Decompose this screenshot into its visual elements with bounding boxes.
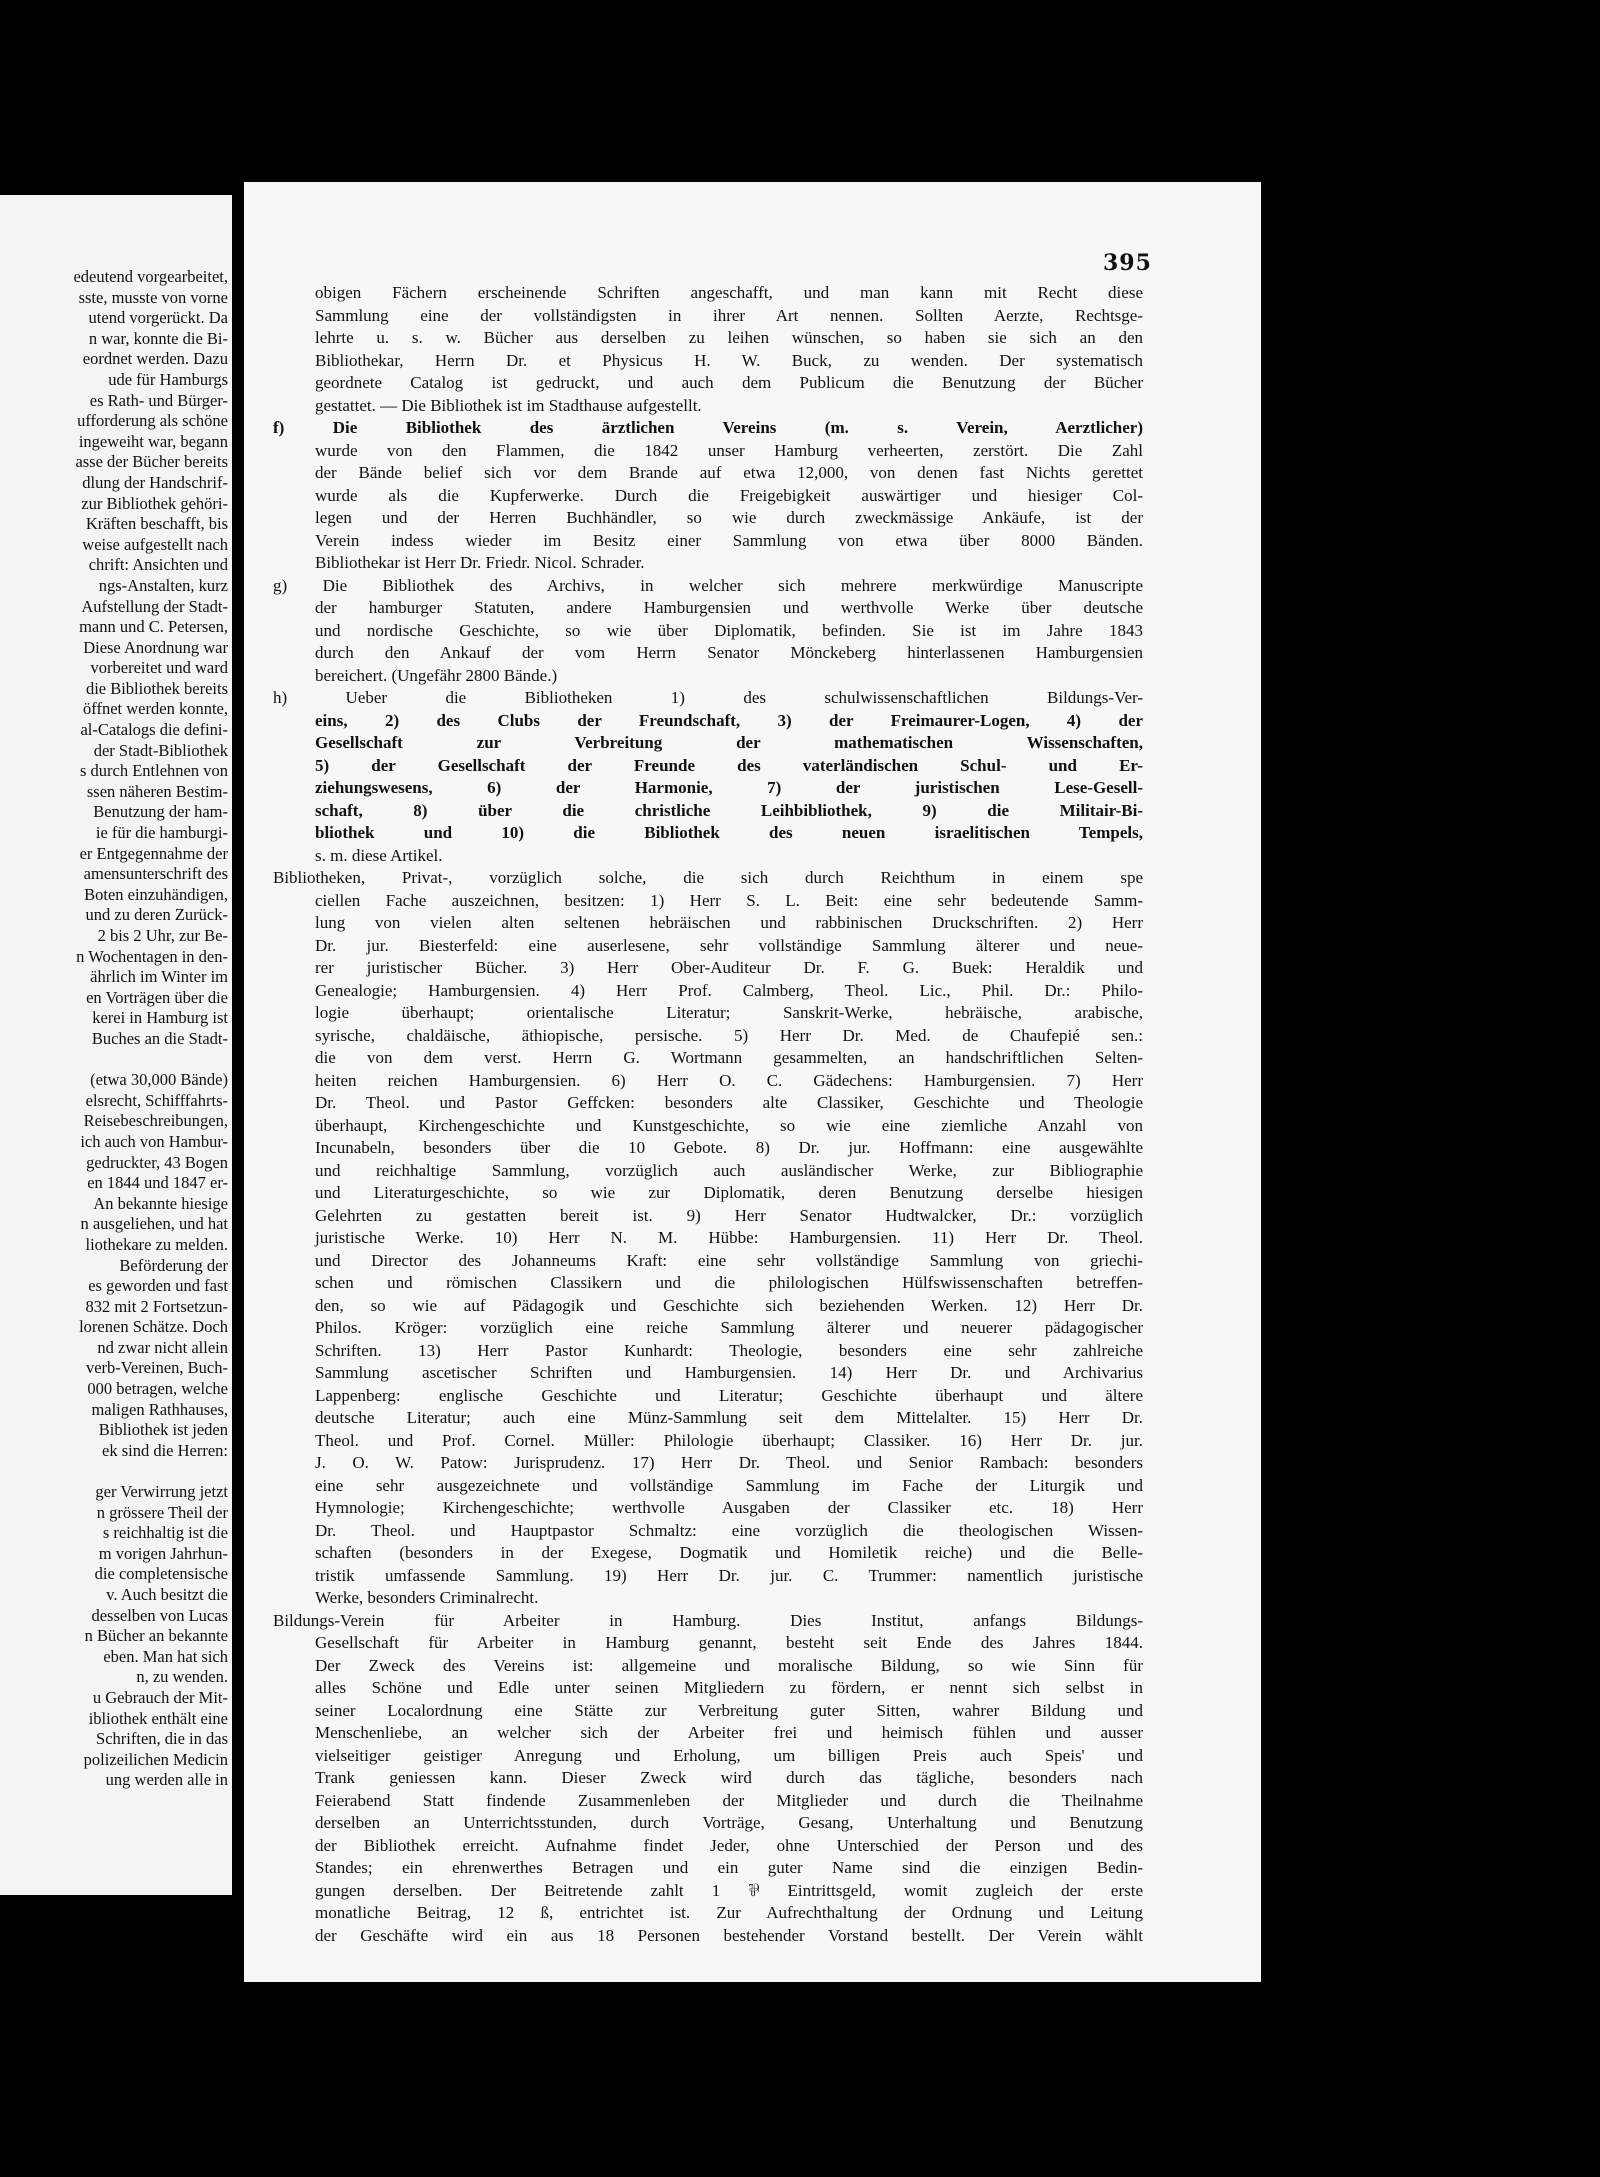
left-page-line: Aufstellung der Stadt- xyxy=(81,596,228,616)
text-line: Philos. Kröger: vorzüglich eine reiche Sammlung älterer und neuerer pädagogischer xyxy=(315,1318,1143,1337)
left-page-line: ung werden alle in xyxy=(105,1770,228,1790)
text-line: lung von vielen alten seltenen hebräischen und rabbinischen Druckschriften. 2) Herr xyxy=(315,913,1143,932)
text-line: Standes; ein ehrenwerthes Betragen und ein guter Name sind die einzigen Bedin- xyxy=(315,1858,1143,1877)
left-page-line: n ausgeliehen, und hat xyxy=(80,1214,228,1234)
text-line: der Bände belief sich vor dem Brande auf etwa 12,000, von denen fast Nichts gerettet xyxy=(315,463,1143,482)
text-line: Hymnologie; Kirchengeschichte; werthvolle Ausgaben der Classiker etc. 18) Herr xyxy=(315,1498,1143,1517)
text-line: eins, 2) des Clubs der Freundschaft, 3) der Freimaurer-Logen, 4) der xyxy=(315,710,1143,730)
text-line: Der Zweck des Vereins ist: allgemeine und moralische Bildung, so wie Sinn für xyxy=(315,1655,1143,1675)
text-line: bereichert. (Ungefähr 2800 Bände.) xyxy=(315,665,558,685)
left-page-line: Beförderung der xyxy=(119,1255,228,1275)
left-page-line: Boten einzuhändigen, xyxy=(84,884,228,904)
left-page-line: asse der Bücher bereits xyxy=(75,452,228,472)
text-line: der hamburger Statuten, andere Hamburgensien und werthvolle Werke über deutsche xyxy=(315,598,1143,617)
text-line: Bibliotheken, Privat-, vorzüglich solche, die sich durch Reichthum in einem spe xyxy=(273,868,1143,887)
left-page-line: Kräften beschafft, bis xyxy=(85,514,228,534)
left-page-line: 2 bis 2 Uhr, zur Be- xyxy=(97,926,228,945)
left-page-line: lorenen Schätze. Doch xyxy=(79,1317,228,1337)
left-page-line: s durch Entlehnen von xyxy=(79,761,228,781)
left-page-line: 832 mit 2 Fortsetzun- xyxy=(85,1296,228,1316)
text-line: monatliche Beitrag, 12 ß, entrichtet ist. Zur Aufrechthaltung der Ordnung und Leitung xyxy=(315,1903,1143,1922)
left-page-line: n, zu wenden. xyxy=(136,1667,228,1687)
left-page-line: n Bücher an bekannte xyxy=(84,1626,228,1646)
text-line: Gesellschaft für Arbeiter in Hamburg genannt, besteht seit Ende des Jahres 1844. xyxy=(315,1633,1143,1652)
text-line: Dr. Theol. und Pastor Geffcken: besonders alte Classiker, Geschichte und Theologie xyxy=(315,1093,1143,1112)
text-line: Bibliothekar ist Herr Dr. Friedr. Nicol. Schrader. xyxy=(315,553,645,572)
text-line: schaften (besonders in der Exegese, Dogmatik und Homiletik reiche) und die Belle- xyxy=(315,1543,1143,1562)
text-line: 5) der Gesellschaft der Freunde des vaterländischen Schul- und Er- xyxy=(315,755,1143,775)
left-page-line: ährlich im Winter im xyxy=(90,967,228,987)
text-line: überhaupt, Kirchengeschichte und Kunstgeschichte, so wie eine ziemliche Anzahl von xyxy=(315,1115,1143,1135)
left-page-line: An bekannte hiesige xyxy=(93,1193,228,1213)
text-line: g) Die Bibliothek des Archivs, in welcher sich mehrere merkwürdige Manuscripte xyxy=(273,575,1143,595)
text-line: juristische Werke. 10) Herr N. M. Hübbe: Hamburgensien. 11) Herr Dr. Theol. xyxy=(315,1228,1143,1247)
text-line: alles Schöne und Edle unter seinen Mitgliedern zu fördern, er nennt sich selbst in xyxy=(315,1678,1143,1697)
left-page-line: ich auch von Hambur- xyxy=(80,1131,228,1151)
text-line: der Geschäfte wird ein aus 18 Personen bestehender Vorstand bestellt. Der Verein wählt xyxy=(315,1925,1143,1945)
text-line: Werke, besonders Criminalrecht. xyxy=(315,1588,539,1607)
text-line: rer juristischer Bücher. 3) Herr Ober-Auditeur Dr. F. G. Buek: Heraldik und xyxy=(315,958,1143,977)
text-line: schaft, 8) über die christliche Leihbibliothek, 9) die Militair-Bi- xyxy=(315,800,1143,820)
left-page-line: verb-Vereinen, Buch- xyxy=(85,1358,228,1378)
left-page-line: sste, musste von vorne xyxy=(78,287,228,307)
left-page-text xyxy=(0,267,228,1791)
left-page-line: öffnet werden konnte, xyxy=(83,699,228,719)
left-page-line: en 1844 und 1847 er- xyxy=(87,1173,228,1193)
text-line: Verein indess wieder im Besitz einer Sammlung von etwa über 8000 Bänden. xyxy=(315,530,1143,550)
text-line: Feierabend Statt findende Zusammenleben der Mitglieder und durch die Theilnahme xyxy=(315,1790,1143,1810)
text-line: obigen Fächern erscheinende Schriften angeschafft, und man kann mit Recht diese xyxy=(315,283,1143,302)
text-line: die von dem verst. Herrn G. Wortmann gesammelten, an handschriftlichen Selten- xyxy=(315,1048,1143,1067)
left-page-line: en Vorträgen über die xyxy=(86,987,228,1007)
left-page-line: zur Bibliothek gehöri- xyxy=(81,493,228,513)
left-page-line: ssen näheren Bestim- xyxy=(86,781,228,801)
text-line: ciellen Fache auszeichnen, besitzen: 1) Herr S. L. Beit: eine sehr bedeutende Samm- xyxy=(315,890,1143,910)
text-line: f) Die Bibliothek des ärztlichen Vereins (m. s. Verein, Aerztlicher) xyxy=(273,418,1143,437)
left-page-line: Buches an die Stadt- xyxy=(91,1028,228,1048)
left-page-line: es geworden und fast xyxy=(88,1276,228,1296)
text-line: schen und römischen Classikern und die philologischen Hülfswissenschaften betreffen- xyxy=(315,1273,1143,1292)
left-page-line: der Stadt-Bibliothek xyxy=(93,740,228,760)
text-line: derselben an Unterrichtsstunden, durch Vorträge, Gesang, Unterhaltung und Benutzung xyxy=(315,1813,1143,1832)
text-line: und Literaturgeschichte, so wie zur Diplomatik, deren Benutzung derselbe hiesigen xyxy=(315,1183,1143,1202)
text-line: gestattet. — Die Bibliothek ist im Stadthause aufgestellt. xyxy=(315,395,702,415)
left-page-line: mann und C. Petersen, xyxy=(79,617,228,637)
text-line: ziehungswesens, 6) der Harmonie, 7) der juristischen Lese-Gesell- xyxy=(315,778,1143,797)
text-line: Menschenliebe, an welcher sich der Arbeiter frei und heimisch fühlen und ausser xyxy=(315,1723,1143,1742)
left-page-line: 000 betragen, welche xyxy=(87,1379,228,1399)
left-page-line: amensunterschrift des xyxy=(83,864,228,884)
text-line: lehrte u. s. w. Bücher aus derselben zu leihen wünschen, so haben sie sich an den xyxy=(315,328,1143,347)
text-line: und reichhaltige Sammlung, vorzüglich auch ausländischer Werke, zur Bibliographie xyxy=(315,1160,1143,1180)
left-page-line: ger Verwirrung jetzt xyxy=(95,1482,228,1502)
left-page-line: und zu deren Zurück- xyxy=(85,905,228,925)
left-page-line: u Gebrauch der Mit- xyxy=(92,1687,228,1707)
left-page-line: dlung der Handschrif- xyxy=(82,472,228,492)
text-line: h) Ueber die Bibliotheken 1) des schulwissenschaftlichen Bildungs-Ver- xyxy=(273,688,1143,707)
left-page-line: eordnet werden. Dazu xyxy=(82,349,228,369)
left-page-fragment xyxy=(0,195,232,1895)
text-line: Theol. und Prof. Cornel. Müller: Philologie überhaupt; Classiker. 16) Herr Dr. jur. xyxy=(315,1430,1143,1450)
left-page-line: n Wochentagen in den- xyxy=(76,946,228,966)
left-page-line xyxy=(0,1050,228,1071)
text-line: Dr. Theol. und Hauptpastor Schmaltz: eine vorzüglich die theologischen Wissen- xyxy=(315,1520,1143,1540)
text-line: Schriften. 13) Herr Pastor Kunhardt: Theologie, besonders eine sehr zahlreiche xyxy=(315,1340,1143,1360)
text-line: und nordische Geschichte, so wie über Diplomatik, befinden. Sie ist im Jahre 1843 xyxy=(315,620,1143,640)
text-line: Bibliothekar, Herrn Dr. et Physicus H. W. Buck, zu wenden. Der systematisch xyxy=(315,350,1143,370)
left-page-line xyxy=(0,1461,228,1482)
left-page-line: ufforderung als schöne xyxy=(77,411,228,431)
text-line: geordnete Catalog ist gedruckt, und auch dem Publicum die Benutzung der Bücher xyxy=(315,373,1143,392)
left-page-line: s reichhaltig ist die xyxy=(102,1523,228,1543)
text-line: heiten reichen Hamburgensien. 6) Herr O. C. Gädechens: Hamburgensien. 7) Herr xyxy=(315,1070,1143,1090)
left-page-line: Benutzung der ham- xyxy=(93,802,228,822)
left-page-line: nd zwar nicht allein xyxy=(97,1337,228,1357)
page-number: 395 xyxy=(1103,250,1152,276)
left-page-line: Reisebeschreibungen, xyxy=(83,1111,228,1131)
text-line: Genealogie; Hamburgensien. 4) Herr Prof. Calmberg, Theol. Lic., Phil. Dr.: Philo- xyxy=(315,980,1143,1000)
left-page-line: polizeilichen Medicin xyxy=(83,1749,228,1769)
text-line: legen und der Herren Buchhändler, so wie durch zweckmässige Ankäufe, ist der xyxy=(315,508,1143,527)
left-page-line: ibliothek enthält eine xyxy=(88,1708,228,1728)
text-line: bliothek und 10) die Bibliothek des neuen israelitischen Tempels, xyxy=(315,823,1143,842)
left-page-line: vorbereitet und ward xyxy=(90,658,228,678)
text-line: Trank geniessen kann. Dieser Zweck wird durch das tägliche, besonders nach xyxy=(315,1768,1143,1787)
left-page-line: v. Auch besitzt die xyxy=(106,1585,228,1604)
right-page-text xyxy=(273,282,1143,1947)
left-page-line: ingeweiht war, begann xyxy=(78,431,228,451)
text-line: gungen derselben. Der Beitretende zahlt 1 ⅌ Eintrittsgeld, womit zugleich der erste xyxy=(315,1880,1143,1900)
left-page-line: eben. Man hat sich xyxy=(103,1646,228,1666)
text-line: logie überhaupt; orientalische Literatur; Sanskrit-Werke, hebräische, arabische, xyxy=(315,1003,1143,1022)
text-line: seiner Localordnung eine Stätte zur Verbreitung guter Sitten, wahrer Bildung und xyxy=(315,1700,1143,1720)
left-page-line: Diese Anordnung war xyxy=(83,637,228,657)
text-line: syrische, chaldäische, äthiopische, persische. 5) Herr Dr. Med. de Chaufepié sen.: xyxy=(315,1025,1143,1045)
text-line: und Director des Johanneums Kraft: eine sehr vollständige Sammlung von griechi- xyxy=(315,1250,1143,1270)
text-line: wurde als die Kupferwerke. Durch die Freigebigkeit auswärtiger und hiesiger Col- xyxy=(315,485,1143,505)
text-line: deutsche Literatur; auch eine Münz-Sammlung seit dem Mittelalter. 15) Herr Dr. xyxy=(315,1408,1143,1427)
text-line: vielseitiger geistiger Anregung und Erholung, um billigen Preis auch Speis' und xyxy=(315,1745,1143,1765)
text-line: Dr. jur. Biesterfeld: eine auserlesene, sehr vollständige Sammlung älterer und neue- xyxy=(315,935,1143,955)
text-line: tristik umfassende Sammlung. 19) Herr Dr. jur. C. Trummer: namentlich juristische xyxy=(315,1565,1143,1585)
left-page-line: n grössere Theil der xyxy=(96,1502,228,1522)
left-page-line: Bibliothek ist jeden xyxy=(98,1420,228,1440)
text-line: Bildungs-Verein für Arbeiter in Hamburg. Dies Institut, anfangs Bildungs- xyxy=(273,1610,1143,1630)
left-page-line: edeutend vorgearbeitet, xyxy=(73,267,228,286)
text-line: Sammlung ascetischer Schriften und Hamburgensien. 14) Herr Dr. und Archivarius xyxy=(315,1363,1143,1382)
left-page-line: al-Catalogs die defini- xyxy=(80,720,228,740)
left-page-line: gedruckter, 43 Bogen xyxy=(86,1152,228,1172)
text-line: durch den Ankauf der vom Herrn Senator Mönckeberg hinterlassenen Hamburgensien xyxy=(315,643,1143,662)
text-line: den, so wie auf Pädagogik und Geschichte sich beziehenden Werken. 12) Herr Dr. xyxy=(315,1295,1143,1315)
left-page-line: die Bibliothek bereits xyxy=(85,678,228,698)
left-page-line: (etwa 30,000 Bände) xyxy=(90,1070,228,1090)
left-page-line: es Rath- und Bürger- xyxy=(89,390,228,410)
left-page-line: chrift: Ansichten und xyxy=(88,555,228,575)
left-page-line: weise aufgestellt nach xyxy=(82,534,228,554)
left-page-line: Schriften, die in das xyxy=(96,1729,228,1749)
text-line: Gelehrten zu gestatten bereit ist. 9) Herr Senator Hudtwalcker, Dr.: vorzüglich xyxy=(315,1205,1143,1225)
text-line: wurde von den Flammen, die 1842 unser Hamburg verheerten, zerstört. Die Zahl xyxy=(315,440,1143,460)
text-line: der Bibliothek erreicht. Aufnahme findet Jeder, ohne Unterschied der Person und des xyxy=(315,1835,1143,1855)
left-page-line: desselben von Lucas xyxy=(91,1605,228,1625)
left-page-line: m vorigen Jahrhun- xyxy=(98,1543,228,1563)
text-line: eine sehr ausgezeichnete und vollständige Sammlung im Fache der Liturgik und xyxy=(315,1475,1143,1495)
text-line: Sammlung eine der vollständigsten in ihrer Art nennen. Sollten Aerzte, Rechtsge- xyxy=(315,305,1143,325)
text-line: Gesellschaft zur Verbreitung der mathematischen Wissenschaften, xyxy=(315,733,1143,752)
left-page-line: ek sind die Herren: xyxy=(102,1440,228,1460)
left-page-line: ie für die hamburgi- xyxy=(95,823,228,843)
left-page-line: maligen Rathhauses, xyxy=(91,1399,228,1419)
left-page-line: n war, konnte die Bi- xyxy=(88,328,228,348)
left-page-line: ude für Hamburgs xyxy=(108,369,228,389)
left-page-line: liothekare zu melden. xyxy=(85,1234,228,1254)
left-page-line: utend vorgerückt. Da xyxy=(88,308,228,328)
left-page-line: die completensische xyxy=(94,1564,228,1584)
left-page-line: elsrecht, Schifffahrts- xyxy=(85,1090,228,1110)
text-line: J. O. W. Patow: Jurisprudenz. 17) Herr Dr. Theol. und Senior Rambach: besonders xyxy=(315,1453,1143,1472)
left-page-line: er Entgegennahme der xyxy=(79,843,228,863)
left-page-line: kerei in Hamburg ist xyxy=(92,1008,228,1028)
text-line: Lappenberg: englische Geschichte und Literatur; Geschichte überhaupt und ältere xyxy=(315,1385,1143,1405)
left-page-line: ngs-Anstalten, kurz xyxy=(98,575,228,595)
text-line: Incunabeln, besonders über die 10 Gebote. 8) Dr. jur. Hoffmann: eine ausgewählte xyxy=(315,1138,1143,1157)
text-line: s. m. diese Artikel. xyxy=(315,845,443,865)
